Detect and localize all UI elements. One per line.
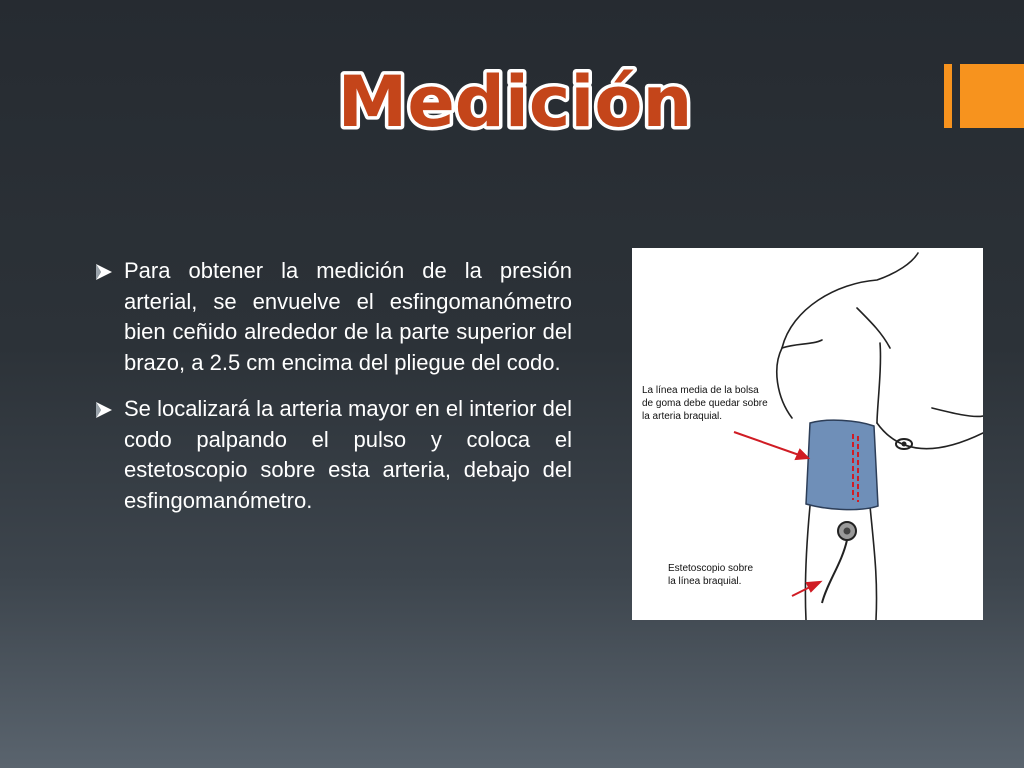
slide-title-graphic <box>330 52 700 142</box>
armpit-outline <box>877 343 880 423</box>
bullet-text: Se localizará la arteria mayor en el interior del codo palpando el pulso y coloca el estetoscopio sobre esta arteria, debajo del esfingomanómetro. <box>124 396 572 513</box>
bullet-list <box>94 256 572 532</box>
arm-crease <box>857 308 890 348</box>
blood-pressure-cuff <box>806 420 878 509</box>
arrow-bullet-icon <box>94 262 114 282</box>
chest-line <box>932 408 983 416</box>
bullet-text: Para obtener la medición de la presión arterial, se envuelve el esfingomanómetro bien ceñido alrededor de la parte superior del brazo, a 2.5 cm encima del pliegue del codo. <box>124 258 572 375</box>
stethoscope-caption: Estetoscopio sobre la línea braquial. <box>668 563 754 587</box>
arm-fold-line <box>782 340 822 348</box>
accent-bar-thin <box>944 64 952 128</box>
bullet-item <box>94 256 572 378</box>
cuff-caption: La línea media de la bolsa de goma debe quedar sobre la arteria braquial. <box>642 385 768 422</box>
shoulder-outline <box>782 253 918 348</box>
cuff-pointer-arrow <box>734 432 802 456</box>
accent-bar-wide <box>960 64 1024 128</box>
bullet-item <box>94 394 572 516</box>
arm-cuff-illustration <box>632 248 983 620</box>
arrow-bullet-icon <box>94 400 114 420</box>
torso-line <box>877 423 983 449</box>
forearm-right <box>870 506 877 620</box>
slide-title-text: Medición <box>337 61 693 143</box>
slide-title <box>330 52 700 142</box>
